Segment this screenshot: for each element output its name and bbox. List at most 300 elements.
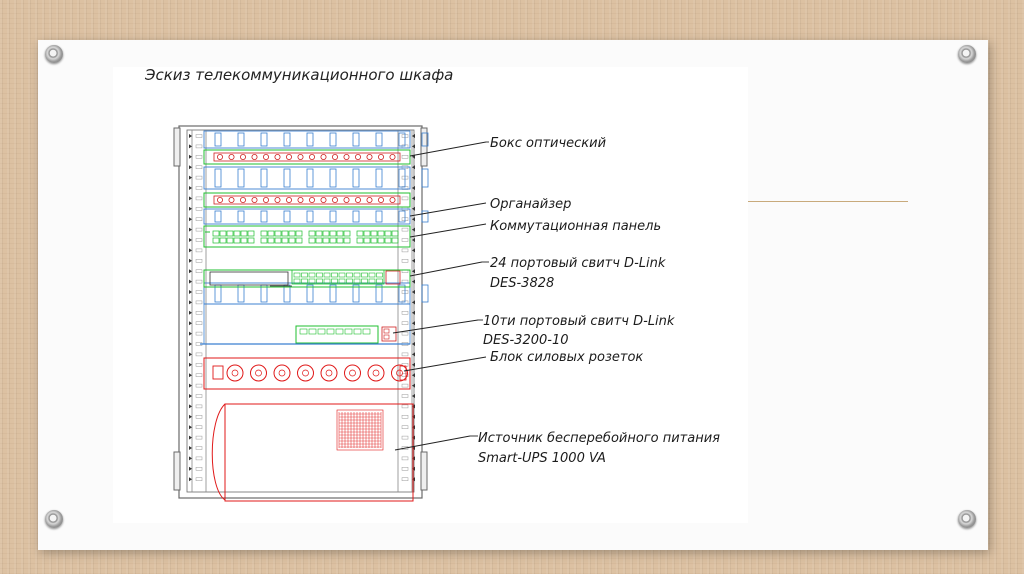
- rail-hole: [402, 384, 408, 387]
- cabinet-foot: [421, 452, 427, 490]
- switch-port: [362, 279, 368, 283]
- organizer-slot: [330, 211, 336, 222]
- rail-hole: [402, 311, 408, 314]
- rail-hole: [196, 218, 202, 221]
- optical-port: [367, 154, 372, 159]
- optical-port: [298, 154, 303, 159]
- patch-port: [337, 238, 343, 243]
- organizer-slot: [284, 133, 290, 146]
- rail-marker: [189, 196, 192, 200]
- rail-marker: [412, 165, 415, 169]
- leader-line: [395, 436, 470, 450]
- rail-hole: [196, 478, 202, 481]
- rail-marker: [189, 456, 192, 460]
- rail-hole: [196, 207, 202, 210]
- organizer-slot: [238, 285, 244, 302]
- power-socket-pin: [232, 370, 238, 376]
- rail-marker: [412, 228, 415, 232]
- organizer-slot: [376, 169, 382, 187]
- patch-port: [392, 238, 398, 243]
- organizer-slot: [284, 169, 290, 187]
- patch-port: [234, 238, 240, 243]
- optical-port: [263, 154, 268, 159]
- label-switch-24-model: 24 портовый свитч D-Link: [490, 256, 666, 271]
- rail-hole: [196, 384, 202, 387]
- optical-port: [275, 154, 280, 159]
- power-switch: [213, 366, 223, 379]
- rail-marker: [189, 363, 192, 367]
- optical-port: [252, 197, 257, 202]
- rail-hole: [402, 197, 408, 200]
- patch-port: [227, 238, 233, 243]
- label-switch-10-code: DES-3200-10: [483, 333, 569, 348]
- organizer-slot: [422, 285, 428, 302]
- rail-hole: [196, 426, 202, 429]
- optical-port: [378, 197, 383, 202]
- patch-port: [282, 238, 288, 243]
- patch-port: [316, 231, 322, 236]
- rail-hole: [402, 332, 408, 335]
- patch-port: [268, 238, 274, 243]
- rail-hole: [196, 405, 202, 408]
- power-socket: [345, 365, 361, 381]
- optical-port: [355, 197, 360, 202]
- switch-port: [327, 329, 334, 334]
- patch-port: [248, 238, 254, 243]
- patch-port: [248, 231, 254, 236]
- patch-port: [275, 231, 281, 236]
- patch-port: [275, 238, 281, 243]
- organizer-slot: [307, 169, 313, 187]
- rail-marker: [189, 352, 192, 356]
- rail-hole: [196, 291, 202, 294]
- switch-port: [317, 273, 323, 277]
- rail-hole: [196, 228, 202, 231]
- organizer-slot: [261, 211, 267, 222]
- rail-marker: [412, 259, 415, 263]
- optical-port: [332, 154, 337, 159]
- rail-marker: [412, 134, 415, 138]
- patch-port: [378, 231, 384, 236]
- switch-port: [377, 279, 383, 283]
- rail-hole: [402, 239, 408, 242]
- optical-port: [309, 197, 314, 202]
- switch-port: [332, 273, 338, 277]
- rail-hole: [402, 353, 408, 356]
- switch-port: [302, 273, 308, 277]
- optical-port: [252, 154, 257, 159]
- organizer-slot: [215, 169, 221, 187]
- patch-port: [220, 238, 226, 243]
- rail-hole: [402, 478, 408, 481]
- power-socket: [274, 365, 290, 381]
- rail-hole: [196, 301, 202, 304]
- rail-marker: [189, 155, 192, 159]
- optical-port: [321, 197, 326, 202]
- rail-marker: [189, 436, 192, 440]
- switch-led: [384, 329, 389, 333]
- switch-port: [294, 273, 300, 277]
- label-switch-24-code: DES-3828: [490, 276, 555, 291]
- patch-port: [316, 238, 322, 243]
- rail-marker: [412, 269, 415, 273]
- rail-hole: [196, 467, 202, 470]
- switch-port: [347, 273, 353, 277]
- patch-port: [289, 231, 295, 236]
- leader-line: [410, 262, 482, 276]
- organizer-slot: [353, 133, 359, 146]
- organizer-slot: [376, 133, 382, 146]
- power-socket-pin: [326, 370, 332, 376]
- optical-port: [263, 197, 268, 202]
- patch-port: [344, 238, 350, 243]
- switch-port: [309, 273, 315, 277]
- rail-marker: [412, 373, 415, 377]
- rail-marker: [189, 394, 192, 398]
- organizer-slot: [307, 211, 313, 222]
- switch-port: [324, 279, 330, 283]
- optical-port: [240, 154, 245, 159]
- switch-port: [369, 273, 375, 277]
- label-switch-10-model: 10ти портовый свитч D-Link: [483, 314, 675, 329]
- ups-body: [225, 404, 413, 501]
- switch-port: [354, 273, 360, 277]
- rail-hole: [196, 395, 202, 398]
- leader-line: [410, 224, 486, 237]
- rail-hole: [196, 135, 202, 138]
- power-strip-end: [400, 366, 406, 380]
- rail-hole: [196, 311, 202, 314]
- rail-hole: [402, 457, 408, 460]
- rail-hole: [196, 436, 202, 439]
- switch-24-port: [204, 270, 410, 287]
- rail-marker: [412, 342, 415, 346]
- rail-hole: [196, 166, 202, 169]
- patch-port: [357, 231, 363, 236]
- rail-marker: [189, 144, 192, 148]
- organizer-slot: [422, 169, 428, 187]
- optical-port: [229, 154, 234, 159]
- patch-port: [371, 238, 377, 243]
- rail-marker: [189, 332, 192, 336]
- optical-port: [298, 197, 303, 202]
- rail-marker: [189, 311, 192, 315]
- organizer-slot: [353, 169, 359, 187]
- rail-marker: [189, 269, 192, 273]
- patch-port: [385, 231, 391, 236]
- rail-hole: [196, 363, 202, 366]
- rail-marker: [189, 165, 192, 169]
- power-socket-pin: [279, 370, 285, 376]
- rail-hole: [196, 415, 202, 418]
- rail-marker: [412, 248, 415, 252]
- rail-marker: [189, 186, 192, 190]
- rail-marker: [189, 384, 192, 388]
- rail-marker: [189, 477, 192, 481]
- organizer-slot: [215, 285, 221, 302]
- switch-port: [345, 329, 352, 334]
- patch-port: [213, 231, 219, 236]
- patch-port: [385, 238, 391, 243]
- rail-marker: [189, 425, 192, 429]
- optical-port: [229, 197, 234, 202]
- cabinet-foot: [174, 452, 180, 490]
- patch-port: [309, 231, 315, 236]
- patch-port: [213, 238, 219, 243]
- rail-hole: [196, 145, 202, 148]
- patch-port: [220, 231, 226, 236]
- rail-marker: [189, 217, 192, 221]
- label-ups-model: Smart-UPS 1000 VA: [478, 451, 606, 466]
- switch-port: [363, 329, 370, 334]
- rail-hole: [196, 270, 202, 273]
- optical-box: [204, 150, 410, 164]
- switch-port: [336, 329, 343, 334]
- patch-panel: [204, 226, 410, 247]
- organizer-slot: [238, 211, 244, 222]
- rail-marker: [189, 404, 192, 408]
- rail-marker: [189, 176, 192, 180]
- power-socket-pin: [350, 370, 356, 376]
- patch-port: [392, 231, 398, 236]
- rail-hole: [196, 457, 202, 460]
- patch-port: [330, 238, 336, 243]
- rail-marker: [189, 415, 192, 419]
- switch-port: [354, 279, 360, 283]
- switch-port: [369, 279, 375, 283]
- shelf: [204, 304, 410, 344]
- switch-10-port: [296, 326, 378, 343]
- patch-port: [261, 238, 267, 243]
- rail-marker: [412, 363, 415, 367]
- optical-port: [321, 154, 326, 159]
- rail-marker: [189, 207, 192, 211]
- rail-marker: [189, 342, 192, 346]
- organizer-slot: [307, 133, 313, 146]
- switch-port: [339, 273, 345, 277]
- cabinet-frame: [179, 126, 422, 498]
- organizer-slot: [261, 169, 267, 187]
- rail-hole: [196, 197, 202, 200]
- switch-port: [309, 279, 315, 283]
- leader-line: [410, 203, 486, 216]
- organizer-slot: [376, 285, 382, 302]
- organizer-slot: [330, 169, 336, 187]
- patch-port: [309, 238, 315, 243]
- rail-marker: [189, 446, 192, 450]
- power-socket: [227, 365, 243, 381]
- switch-port: [318, 329, 325, 334]
- optical-port: [240, 197, 245, 202]
- rail-hole: [402, 155, 408, 158]
- patch-port: [337, 231, 343, 236]
- power-socket: [392, 365, 408, 381]
- rail-marker: [412, 207, 415, 211]
- rail-hole: [196, 280, 202, 283]
- organizer-slot: [261, 133, 267, 146]
- patch-port: [289, 238, 295, 243]
- rail-marker: [189, 259, 192, 263]
- patch-port: [241, 238, 247, 243]
- rail-marker: [412, 290, 415, 294]
- switch-port: [302, 279, 308, 283]
- patch-port: [364, 238, 370, 243]
- patch-port: [364, 231, 370, 236]
- switch-port: [300, 329, 307, 334]
- power-socket: [298, 365, 314, 381]
- rail-marker: [412, 176, 415, 180]
- power-socket-pin: [397, 370, 403, 376]
- rail-hole: [402, 426, 408, 429]
- rail-marker: [412, 300, 415, 304]
- rail-hole: [196, 447, 202, 450]
- rail-hole: [196, 239, 202, 242]
- optical-box: [204, 193, 410, 207]
- power-socket: [251, 365, 267, 381]
- rail-hole: [402, 415, 408, 418]
- rail-marker: [412, 217, 415, 221]
- rail-marker: [412, 196, 415, 200]
- optical-port: [390, 154, 395, 159]
- rail-hole: [402, 395, 408, 398]
- rail-hole: [402, 228, 408, 231]
- optical-port: [217, 197, 222, 202]
- patch-port: [378, 238, 384, 243]
- optical-port: [332, 197, 337, 202]
- organizer-slot: [330, 285, 336, 302]
- rail-marker: [189, 373, 192, 377]
- rail-marker: [189, 321, 192, 325]
- switch-port: [354, 329, 361, 334]
- switch-port: [362, 273, 368, 277]
- rail-marker: [412, 352, 415, 356]
- patch-port: [261, 231, 267, 236]
- patch-port: [296, 238, 302, 243]
- rail-hole: [402, 249, 408, 252]
- rail-hole: [196, 259, 202, 262]
- rail-hole: [196, 322, 202, 325]
- patch-port: [344, 231, 350, 236]
- organizer-slot: [215, 211, 221, 222]
- patch-port: [282, 231, 288, 236]
- rail-marker: [189, 228, 192, 232]
- rail-marker: [412, 186, 415, 190]
- power-socket-pin: [303, 370, 309, 376]
- optical-port: [275, 197, 280, 202]
- rail-marker: [412, 394, 415, 398]
- rail-marker: [412, 144, 415, 148]
- organizer-slot: [353, 285, 359, 302]
- patch-port: [227, 231, 233, 236]
- organizer-slot: [353, 211, 359, 222]
- optical-port: [286, 197, 291, 202]
- label-patch-panel: Коммутационная панель: [490, 219, 662, 234]
- label-power-strip: Блок силовых розеток: [490, 350, 644, 365]
- switch-port: [324, 273, 330, 277]
- organizer-slot: [261, 285, 267, 302]
- rail-hole: [402, 259, 408, 262]
- switch-port: [347, 279, 353, 283]
- rail-marker: [189, 280, 192, 284]
- rail-hole: [402, 322, 408, 325]
- cabinet-foot: [174, 128, 180, 166]
- rail-marker: [412, 332, 415, 336]
- rail-marker: [412, 311, 415, 315]
- patch-port: [371, 231, 377, 236]
- label-optical-box: Бокс оптический: [490, 136, 607, 151]
- rail-marker: [189, 300, 192, 304]
- rail-hole: [402, 436, 408, 439]
- organizer-slot: [376, 211, 382, 222]
- rail-marker: [189, 238, 192, 242]
- optical-port: [344, 154, 349, 159]
- power-socket: [368, 365, 384, 381]
- optical-port: [390, 197, 395, 202]
- optical-port: [286, 154, 291, 159]
- ups-front-curve: [212, 404, 225, 500]
- switch-port: [317, 279, 323, 283]
- rail-hole: [402, 467, 408, 470]
- optical-port: [309, 154, 314, 159]
- power-socket: [321, 365, 337, 381]
- rail-hole: [196, 187, 202, 190]
- rail-hole: [196, 332, 202, 335]
- rail-hole: [196, 176, 202, 179]
- label-organizer: Органайзер: [490, 197, 572, 212]
- patch-port: [323, 231, 329, 236]
- optical-port: [355, 154, 360, 159]
- optical-port: [344, 197, 349, 202]
- leader-line: [404, 357, 486, 371]
- patch-port: [323, 238, 329, 243]
- rail-hole: [196, 249, 202, 252]
- switch-port: [332, 279, 338, 283]
- rail-marker: [189, 248, 192, 252]
- organizer-slot: [307, 285, 313, 302]
- power-socket-pin: [373, 370, 379, 376]
- patch-port: [268, 231, 274, 236]
- rail-marker: [189, 467, 192, 471]
- switch-port: [377, 273, 383, 277]
- rail-marker: [189, 290, 192, 294]
- switch-port: [339, 279, 345, 283]
- rail-hole: [196, 155, 202, 158]
- diagram-title: Эскиз телекоммуникационного шкафа: [145, 66, 454, 84]
- organizer-slot: [284, 285, 290, 302]
- organizer-slot: [238, 133, 244, 146]
- rail-marker: [189, 134, 192, 138]
- organizer-slot: [330, 133, 336, 146]
- patch-port: [330, 231, 336, 236]
- organizer-slot: [238, 169, 244, 187]
- optical-port: [217, 154, 222, 159]
- optical-port: [378, 154, 383, 159]
- patch-port: [234, 231, 240, 236]
- patch-port: [357, 238, 363, 243]
- label-ups: Источник бесперебойного питания: [478, 431, 720, 446]
- rail-marker: [412, 321, 415, 325]
- switch-led: [384, 335, 389, 339]
- rail-marker: [412, 238, 415, 242]
- rail-marker: [412, 280, 415, 284]
- rail-hole: [196, 353, 202, 356]
- patch-port: [241, 231, 247, 236]
- rail-hole: [402, 405, 408, 408]
- switch-port: [294, 279, 300, 283]
- power-socket-pin: [256, 370, 262, 376]
- organizer-slot: [284, 211, 290, 222]
- organizer-slot: [215, 133, 221, 146]
